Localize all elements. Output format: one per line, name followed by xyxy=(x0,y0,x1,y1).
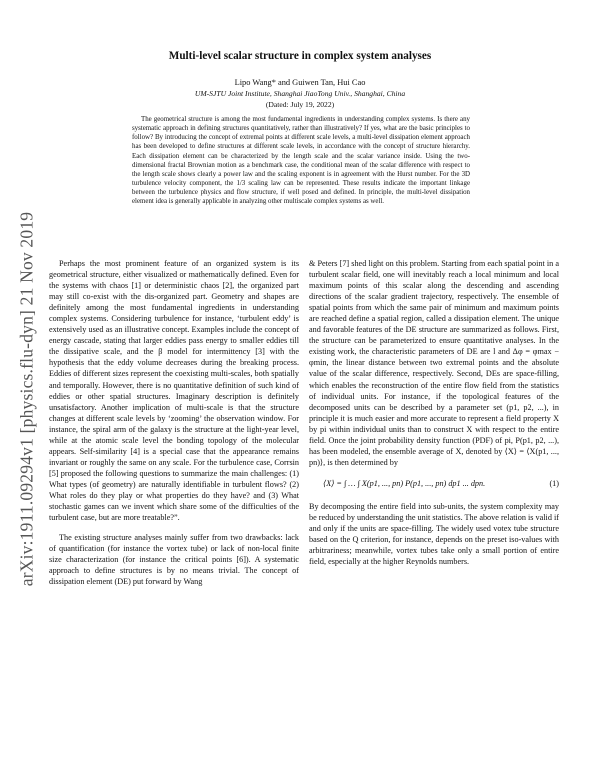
arxiv-sidebar xyxy=(12,205,42,593)
body-paragraph: Perhaps the most prominent feature of an organized system is its geometrical structure, either visualized or mathematically defined. Even for the systems with chaos [1] or deterministic chaos [2], the organized part may still co-exist with the dis-organized part. Geometry and shapes are definitely among the most fundamental ingredients in understanding complex systems. Considering turbulence for instance, ‘turbulent eddy’ is extensively used as an illustrative concept. Examples include the concept of energy cascade, stating that larger eddies pass energy to smaller eddies till the dissipative scale, and the β model for intermittency [3] with the hypothesis that the eddy volume decreases during the breaking process. Eddies of different sizes represent the coexisting multi-scales, both spatially and temporally. However, there is no quantitative definition of such kind of eddies or other spatial structures. Imaginary description is definitely unsatisfactory. Another implication of multi-scale is that the structure changes at different scale levels by ‘zooming’ the observation window. For instance, the spiral arm of the galaxy is the structure at the light-year level, while at the atomic scale level the bonding topology of the molecular appears. Self-similarity [4] is a special case that the appearance remains invariant or roughly the same on any scale. For the turbulence case, Corrsin [5] proposed the following questions to summarize the main challenges: (1) What types (of geometry) are naturally identifiable in turbulent flows? (2) What roles do they play or what properties do they have? and (3) What stochastic games can we invent which share some of the difficulties of the turbulent case, but are more treatable?”. xyxy=(49,259,299,523)
body-paragraph: By decomposing the entire field into sub-units, the system complexity may be reduced by understanding the unit statistics. The above relation is valid if and only if the units are space-filling. The widely used votex tube structure based on the Q criterion, for instance, depends on the preset iso-values with arbitrariness; meanwhile, vortex tubes take only a small portion of entire field, especially at the higher Reynolds numbers. xyxy=(309,501,559,567)
body-paragraph: The existing structure analyses mainly suffer from two drawbacks: lack of quantification (for instance the vortex tube) or lack of non-local finite size characterization (for instance the critical points [6]). A systematic approach to define structures is by no means trivial. The concept of dissipation element (DE) put forward by Wang xyxy=(49,533,299,587)
equation-1 xyxy=(309,478,559,489)
affiliation: UM-SJTU Joint Institute, Shanghai JiaoTong Univ., Shanghai, China xyxy=(194,89,406,98)
abstract: The geometrical structure is among the most fundamental ingredients in understanding complex systems. Is there any systematic approach in defining structures quantitatively, rather than illustratively? If yes, what are the basic principles to follow? By introducing the concept of extremal points at different scale levels, a multi-level dissipation element approach has been developed to define structures at different scale levels, in accordance with the concept of structure hierarchy. Each dissipation element can be characterized by the length scale and the scalar variance inside. Using the two-dimensional fractal Brownian motion as a benchmark case, the conditional mean of the scalar difference with respect to the length scale shows clearly a power law and the scaling exponent is in agreement with the Hurst number. For the 3D turbulence velocity component, the 1/3 scaling law can be represented. These results indicate the important linkage between the turbulence physics and flow structure, if well posed and defined. In principle, the multi-level dissipation element idea is generally applicable in analyzing other multiscale complex systems as well. xyxy=(132,116,470,206)
body-paragraph: & Peters [7] shed light on this problem. Starting from each spatial point in a turbulent scalar field, one will inevitably reach a local minimum and local maximum points of this scalar along the descending and ascending directions of the scalar gradient trajectory, respectively. The ensemble of spatial points from which the same pair of minimum and maximum points are reached define a spatial region, called a dissipation element. The unique and favorable features of the DE structure are summarized as follows. First, the structure can be parameterized to ensure quantitative analyses. In the existing work, the characteristic parameters of DE are l and Δφ = φmax − φmin, the linear distance between two extremal points and the absolute value of the scalar difference, respectively. Second, DEs are space-filling, which enables the reconstruction of the entire flow field from the statistics of individual units. For instance, if the topological features of the decomposed units can be described by a parameter set (p1, p2, ...), in principle it is much easier and more accurate to represent a field property X by pi within individual units than to construct X with respect to the entire field. Once the joint probability density function (PDF) of pi, P(p1, p2, ...), has been modeled, the ensemble average of X, denoted by ⟨X⟩ = ⟨X(p1, ..., pn)⟩, is then determined by xyxy=(309,259,559,467)
dated-line: (Dated: July 19, 2022) xyxy=(265,100,335,109)
left-column xyxy=(49,258,299,587)
arxiv-identifier: arXiv:1911.09294v1 [physics.flu-dyn] 21 Nov 2019 xyxy=(16,211,37,587)
right-column xyxy=(309,258,559,567)
paper-title: Multi-level scalar structure in complex system analyses xyxy=(168,50,432,62)
equation-expression: ⟨X⟩ = ∫ … ∫ X(p1, ..., pn) P(p1, ..., pn) dp1 ... dpn. xyxy=(323,478,486,488)
equation-number: (1) xyxy=(549,478,559,488)
author-list: Lipo Wang* and Guiwen Tan, Hui Cao xyxy=(234,78,366,87)
